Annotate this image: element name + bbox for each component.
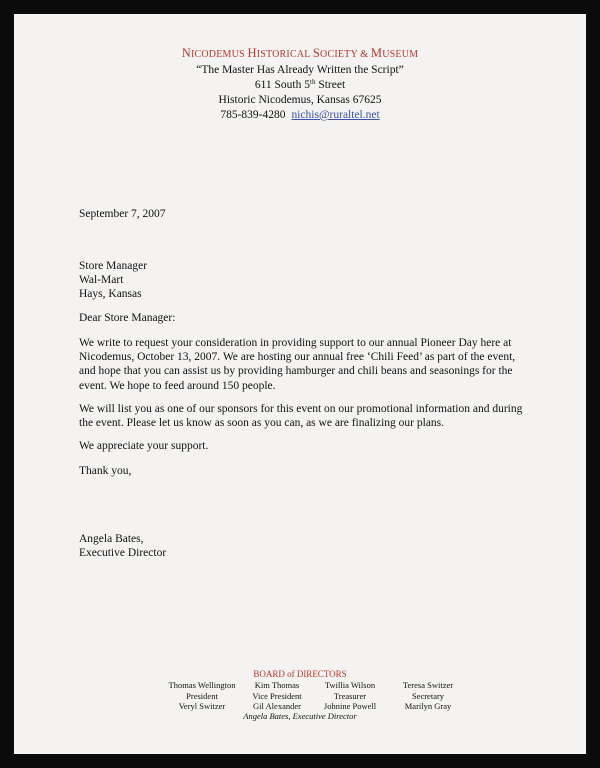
- member-name: Thomas Wellington: [168, 680, 236, 690]
- executive-director: Angela Bates, Executive Director: [243, 711, 357, 721]
- street-suffix: th: [310, 78, 316, 86]
- member-role: Treasurer: [333, 690, 367, 701]
- letter-date: September 7, 2007: [79, 208, 166, 220]
- board-member: Veryl Switzer: [178, 701, 226, 711]
- member-name: Kim Thomas: [254, 680, 300, 690]
- letter-page: [14, 14, 586, 754]
- body-paragraph: We appreciate your support.: [79, 440, 209, 452]
- member-role: Secretary: [411, 690, 445, 701]
- org-word-1: ICODEMUS: [190, 49, 248, 60]
- phone-number: 785-839-4280: [220, 109, 286, 121]
- member-role: President: [186, 690, 218, 701]
- board-member: Marilyn Gray: [404, 701, 452, 711]
- street-address: [14, 78, 586, 93]
- body-paragraph: We will list you as one of our sponsors for this event on our promotional information and during the event. Please let us know as soon as you can, as we are finalizing our plans.: [79, 403, 523, 430]
- org-initial-h: H: [247, 46, 257, 60]
- salutation: Dear Store Manager:: [79, 312, 176, 324]
- street-number: 611 South 5: [254, 79, 310, 91]
- board-of-directors: [14, 669, 586, 721]
- motto: “The Master Has Already Written the Script”: [196, 64, 404, 76]
- signature-block: [79, 532, 166, 560]
- org-word-4: USEUM: [382, 49, 419, 60]
- org-initial-n: N: [181, 46, 191, 60]
- letterhead: [14, 46, 586, 123]
- member-name: Teresa Switzer: [402, 680, 454, 690]
- recipient-address: [79, 259, 147, 302]
- recipient-line: Wal-Mart: [79, 274, 124, 287]
- member-name: Twillia Wilson: [324, 680, 376, 690]
- signer-name: Angela Bates,: [79, 533, 144, 545]
- org-initial-m: M: [370, 46, 383, 60]
- contact-line: [14, 108, 586, 123]
- board-member: [368, 680, 488, 701]
- street-name: Street: [315, 79, 346, 91]
- recipient-line: Store Manager: [79, 260, 148, 272]
- org-word-3: OCIETY &: [320, 49, 371, 60]
- org-initial-s: S: [312, 46, 321, 60]
- board-member: Gil Alexander: [253, 701, 301, 711]
- org-word-2: ISTORICAL: [256, 49, 313, 60]
- member-role: Vice President: [252, 690, 302, 701]
- board-title: BOARD of DIRECTORS: [253, 669, 347, 679]
- body-paragraph: We write to request your consideration in providing support to our annual Pioneer Day here at Nicodemus, October 13, 2007. We are hosting our annual free ‘Chili Feed’ as part of the event, and hope that you can assist us by providing hamburger and chili beans and seasonings for the event. We hope to feed around 150 people.: [79, 337, 516, 392]
- signer-title: Executive Director: [79, 547, 167, 560]
- closing: Thank you,: [79, 465, 132, 477]
- board-member: Johnine Powell: [323, 701, 377, 711]
- recipient-line: Hays, Kansas: [79, 288, 142, 301]
- email-link[interactable]: nichis@ruraltel.net: [291, 109, 380, 121]
- organization-name: [14, 46, 586, 62]
- city-line: Historic Nicodemus, Kansas 67625: [218, 94, 382, 106]
